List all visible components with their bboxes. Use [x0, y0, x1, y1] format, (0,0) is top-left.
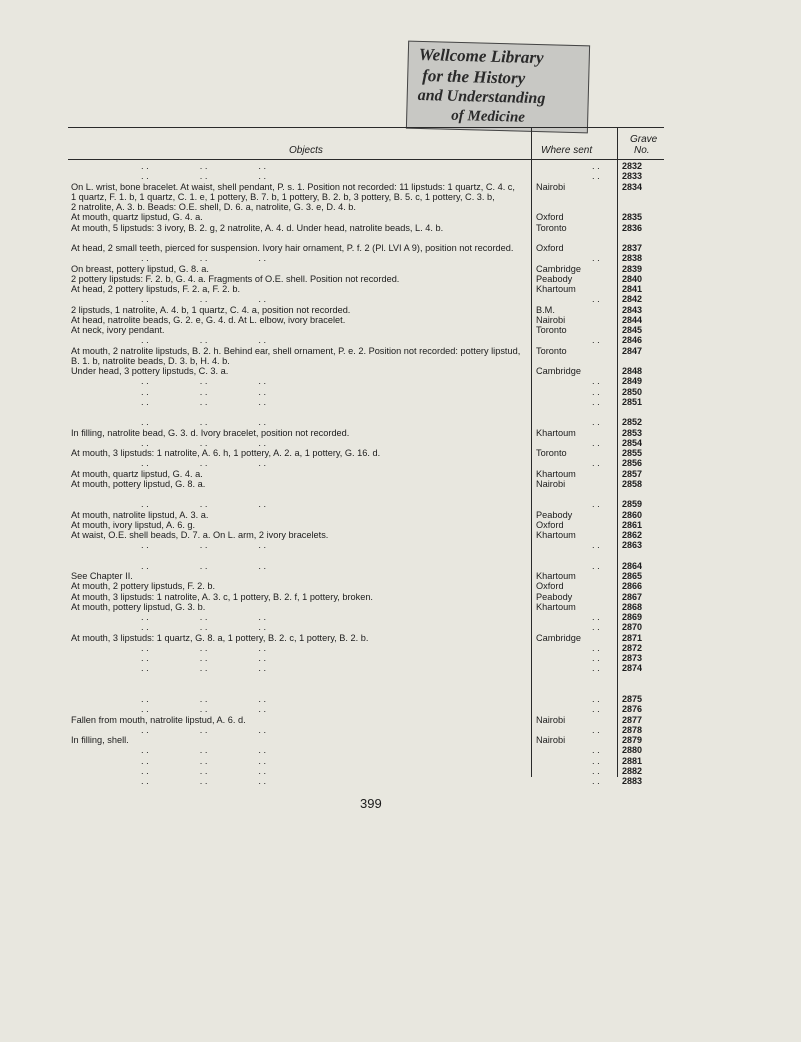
objects-cell: . . . . . .: [141, 335, 267, 346]
grave-number-cell: 2850: [622, 386, 643, 397]
where-sent-cell: Cambridge: [536, 263, 581, 274]
grave-number-cell: 2844: [622, 314, 643, 325]
where-sent-cell: Peabody: [536, 273, 573, 284]
where-sent-cell: Nairobi: [536, 181, 566, 192]
grave-number-cell: 2845: [622, 325, 643, 335]
where-sent-cell: . .: [592, 417, 600, 428]
where-sent-cell: . .: [592, 458, 600, 469]
objects-cell: At waist, O.E. shell beads, D. 7. a. On L. arm, 2 ivory bracelets.: [71, 530, 329, 540]
objects-cell: At head, 2 small teeth, pierced for suspension. Ivory hair ornament, P. f. 2 (Pl. LVI A 9), position not recorded.: [71, 243, 514, 253]
header-bottom-rule: [68, 159, 664, 160]
where-sent-cell: Khartoum: [536, 468, 576, 479]
stamp-line-3: and Understanding: [417, 86, 546, 108]
where-sent-cell: . .: [592, 253, 600, 264]
grave-number-cell: 2856: [622, 458, 643, 469]
where-sent-cell: . .: [592, 653, 600, 663]
grave-number-cell: 2840: [622, 273, 643, 284]
grave-number-cell: 2876: [622, 704, 643, 715]
where-sent-cell: Toronto: [536, 345, 567, 356]
where-sent-cell: . .: [592, 704, 600, 715]
grave-number-cell: 2882: [622, 765, 643, 776]
grave-number-cell: 2848: [622, 366, 643, 376]
grave-number-cell: 2841: [622, 284, 643, 294]
objects-cell: . . . . . .: [141, 560, 267, 571]
objects-cell: At head, natrolite beads, G. 2. e, G. 4. d. At L. elbow, ivory bracelet.: [71, 314, 346, 325]
objects-cell: . . . . . .: [141, 704, 267, 715]
where-sent-cell: Khartoum: [536, 530, 576, 540]
objects-cell: At neck, ivory pendant.: [71, 325, 165, 335]
objects-cell: At mouth, ivory lipstud, A. 6. g.: [71, 519, 196, 530]
grave-number-cell: 2860: [622, 509, 643, 520]
objects-cell: . . . . . .: [141, 253, 267, 264]
objects-cell: At mouth, pottery lipstud, G. 8. a.: [71, 478, 206, 489]
grave-number-cell: 2864: [622, 560, 643, 571]
objects-cell: . . . . . .: [141, 458, 267, 469]
where-sent-cell: . .: [592, 294, 600, 305]
where-sent-cell: . .: [592, 540, 600, 551]
grave-number-cell: 2847: [622, 345, 643, 356]
objects-cell: 2 lipstuds, 1 natrolite, A. 4. b, 1 quartz, C. 4. a, position not recorded.: [71, 304, 351, 315]
grave-number-cell: 2869: [622, 612, 643, 622]
objects-cell: . . . . . .: [141, 417, 267, 428]
grave-number-cell: 2838: [622, 253, 643, 264]
objects-cell: At mouth, 3 lipstuds: 1 natrolite, A. 3. c, 1 pottery, B. 2. f, 1 pottery, broken.: [71, 591, 373, 602]
grave-number-cell: 2846: [622, 335, 643, 346]
objects-cell: At mouth, quartz lipstud, G. 4. a.: [71, 212, 203, 223]
grave-number-cell: 2867: [622, 591, 643, 602]
where-sent-cell: Nairobi: [536, 714, 566, 725]
objects-cell: . . . . . .: [141, 724, 267, 735]
objects-cell: On breast, pottery lipstud, G. 8. a.: [71, 263, 209, 274]
objects-cell: . . . . . .: [141, 663, 267, 674]
where-sent-cell: Nairobi: [536, 314, 566, 325]
grave-number-cell: 2880: [622, 745, 643, 756]
objects-cell: See Chapter II.: [71, 571, 133, 581]
grave-number-cell: 2883: [622, 776, 643, 786]
grave-number-cell: 2852: [622, 417, 643, 428]
objects-cell: . . . . . .: [141, 776, 267, 786]
where-sent-cell: . .: [592, 776, 600, 786]
where-sent-cell: . .: [592, 622, 600, 633]
objects-cell: . . . . . .: [141, 294, 267, 305]
where-sent-cell: Toronto: [536, 448, 567, 458]
grave-number-cell: 2873: [622, 653, 643, 663]
where-sent-cell: . .: [592, 560, 600, 571]
where-sent-cell: Peabody: [536, 509, 573, 520]
grave-number-cell: 2881: [622, 755, 643, 766]
grave-number-cell: 2858: [622, 478, 643, 489]
where-sent-cell: . .: [592, 765, 600, 776]
objects-cell: . . . . . .: [141, 540, 267, 551]
where-sent-cell: B.M.: [536, 304, 555, 315]
where-sent-cell: . .: [592, 694, 600, 704]
grave-number-cell: 2849: [622, 376, 643, 387]
where-sent-cell: Oxford: [536, 519, 564, 530]
where-sent-cell: Peabody: [536, 591, 573, 602]
page-number: 399: [360, 796, 382, 811]
grave-number-cell: 2870: [622, 622, 643, 633]
objects-cell: At mouth, 3 lipstuds: 1 quartz, G. 8. a, 1 pottery, B. 2. c, 1 pottery, B. 2. b.: [71, 632, 369, 643]
where-sent-cell: Oxford: [536, 212, 564, 223]
objects-cell: . . . . . .: [141, 612, 267, 622]
where-sent-cell: Khartoum: [536, 571, 576, 581]
objects-cell: . . . . . .: [141, 694, 267, 704]
objects-cell: At mouth, 3 lipstuds: 1 natrolite, A. 6. h, 1 pottery, A. 2. a, 1 pottery, G. 16. d.: [71, 448, 381, 458]
where-sent-cell: . .: [592, 376, 600, 387]
header-objects: Objects: [289, 145, 323, 156]
table-row: [0, 776, 801, 787]
grave-number-cell: 2851: [622, 396, 643, 407]
grave-number-cell: 2865: [622, 571, 643, 581]
objects-cell: . . . . . .: [141, 765, 267, 776]
objects-cell: At mouth, 5 lipstuds: 3 ivory, B. 2. g, 2 natrolite, A. 4. d. Under head, natrolite beads, L. 4. b.: [71, 222, 444, 233]
stamp-line-1: Wellcome Library: [418, 44, 544, 68]
objects-cell: 1 quartz, F. 1. b, 1 quartz, C. 1. e, 1 pottery, B. 7. b, 1 pottery, B. 2. b, 3 pottery, B. 5. c, 1 pottery, C. 3. b,: [71, 191, 495, 202]
where-sent-cell: Nairobi: [536, 735, 566, 745]
header-where-sent: Where sent: [541, 145, 593, 156]
where-sent-cell: . .: [592, 663, 600, 674]
objects-cell: On L. wrist, bone bracelet. At waist, shell pendant, P. s. 1. Position not recorded: 11 lipstuds: 1 quartz, C. 4. c,: [71, 181, 515, 192]
grave-number-cell: 2857: [622, 468, 643, 479]
objects-cell: . . . . . .: [141, 161, 267, 171]
objects-cell: At mouth, 2 natrolite lipstuds, B. 2. h. Behind ear, shell ornament, P. e. 2. Position not recorded: pottery lipstud,: [71, 345, 521, 356]
grave-number-cell: 2859: [622, 499, 643, 510]
grave-number-cell: 2863: [622, 540, 643, 551]
objects-cell: Under head, 3 pottery lipstuds, C. 3. a.: [71, 366, 229, 376]
objects-cell: At head, 2 pottery lipstuds, F. 2. a, F. 2. b.: [71, 284, 241, 294]
objects-cell: 2 natrolite, A. 3. b. Beads: O.E. shell, D. 6. a, natrolite, G. 3. e, D. 4. b.: [71, 202, 356, 212]
where-sent-cell: . .: [592, 396, 600, 407]
grave-number-cell: 2871: [622, 632, 643, 643]
objects-cell: . . . . . .: [141, 755, 267, 766]
where-sent-cell: . .: [592, 612, 600, 622]
header-grave-line2: No.: [634, 145, 650, 156]
grave-number-cell: 2868: [622, 601, 643, 612]
objects-cell: At mouth, 2 pottery lipstuds, F. 2. b.: [71, 581, 216, 592]
where-sent-cell: Oxford: [536, 243, 564, 253]
where-sent-cell: Toronto: [536, 222, 567, 233]
grave-number-cell: 2861: [622, 519, 643, 530]
grave-number-cell: 2834: [622, 181, 643, 192]
grave-number-cell: 2866: [622, 581, 643, 592]
objects-cell: At mouth, natrolite lipstud, A. 3. a.: [71, 509, 209, 520]
grave-number-cell: 2837: [622, 243, 643, 253]
grave-number-cell: 2874: [622, 663, 643, 674]
where-sent-cell: . .: [592, 161, 600, 171]
objects-cell: . . . . . .: [141, 745, 267, 756]
objects-cell: B. 1. b, natrolite beads, D. 3. b, H. 4. b.: [71, 355, 230, 366]
where-sent-cell: . .: [592, 755, 600, 766]
library-stamp: [406, 41, 590, 134]
where-sent-cell: . .: [592, 386, 600, 397]
objects-cell: At mouth, quartz lipstud, G. 4. a.: [71, 468, 203, 479]
grave-number-cell: 2875: [622, 694, 643, 704]
objects-cell: In filling, shell.: [71, 735, 129, 745]
where-sent-cell: Oxford: [536, 581, 564, 592]
grave-number-cell: 2839: [622, 263, 643, 274]
header-grave-line1: Grave: [630, 134, 658, 145]
where-sent-cell: Khartoum: [536, 284, 576, 294]
objects-cell: . . . . . .: [141, 376, 267, 387]
objects-cell: 2 pottery lipstuds: F. 2. b, G. 4. a. Fragments of O.E. shell. Position not recorded.: [71, 273, 400, 284]
where-sent-cell: . .: [592, 745, 600, 756]
grave-number-cell: 2879: [622, 735, 643, 745]
where-sent-cell: . .: [592, 171, 600, 182]
grave-number-cell: 2832: [622, 161, 643, 171]
stamp-line-4: of Medicine: [451, 107, 526, 126]
grave-number-cell: 2842: [622, 294, 643, 305]
where-sent-cell: Cambridge: [536, 366, 581, 376]
where-sent-cell: Khartoum: [536, 601, 576, 612]
where-sent-cell: Khartoum: [536, 427, 576, 438]
table-top-rule: [68, 127, 664, 128]
grave-number-cell: 2862: [622, 530, 643, 540]
objects-cell: . . . . . .: [141, 386, 267, 397]
grave-number-cell: 2855: [622, 448, 643, 458]
objects-cell: . . . . . .: [141, 653, 267, 663]
grave-number-cell: 2835: [622, 212, 643, 223]
where-sent-cell: Cambridge: [536, 632, 581, 643]
objects-cell: . . . . . .: [141, 499, 267, 510]
objects-cell: . . . . . .: [141, 171, 267, 182]
objects-cell: At mouth, pottery lipstud, G. 3. b.: [71, 601, 206, 612]
where-sent-cell: . .: [592, 724, 600, 735]
objects-cell: . . . . . .: [141, 622, 267, 633]
grave-number-cell: 2843: [622, 304, 643, 315]
grave-number-cell: 2833: [622, 171, 643, 182]
where-sent-cell: . .: [592, 335, 600, 346]
where-sent-cell: Toronto: [536, 325, 567, 335]
grave-number-cell: 2878: [622, 724, 643, 735]
where-sent-cell: Nairobi: [536, 478, 566, 489]
grave-number-cell: 2853: [622, 427, 643, 438]
objects-cell: . . . . . .: [141, 437, 267, 448]
objects-cell: Fallen from mouth, natrolite lipstud, A. 6. d.: [71, 714, 246, 725]
where-sent-cell: . .: [592, 437, 600, 448]
grave-number-cell: 2836: [622, 222, 643, 233]
grave-number-cell: 2872: [622, 642, 643, 653]
objects-cell: . . . . . .: [141, 396, 267, 407]
objects-cell: . . . . . .: [141, 642, 267, 653]
where-sent-cell: . .: [592, 499, 600, 510]
objects-cell: In filling, natrolite bead, G. 3. d. Ivory bracelet, position not recorded.: [71, 427, 350, 438]
grave-number-cell: 2854: [622, 437, 643, 448]
stamp-line-2: for the History: [422, 66, 526, 88]
grave-number-cell: 2877: [622, 714, 643, 725]
where-sent-cell: . .: [592, 642, 600, 653]
